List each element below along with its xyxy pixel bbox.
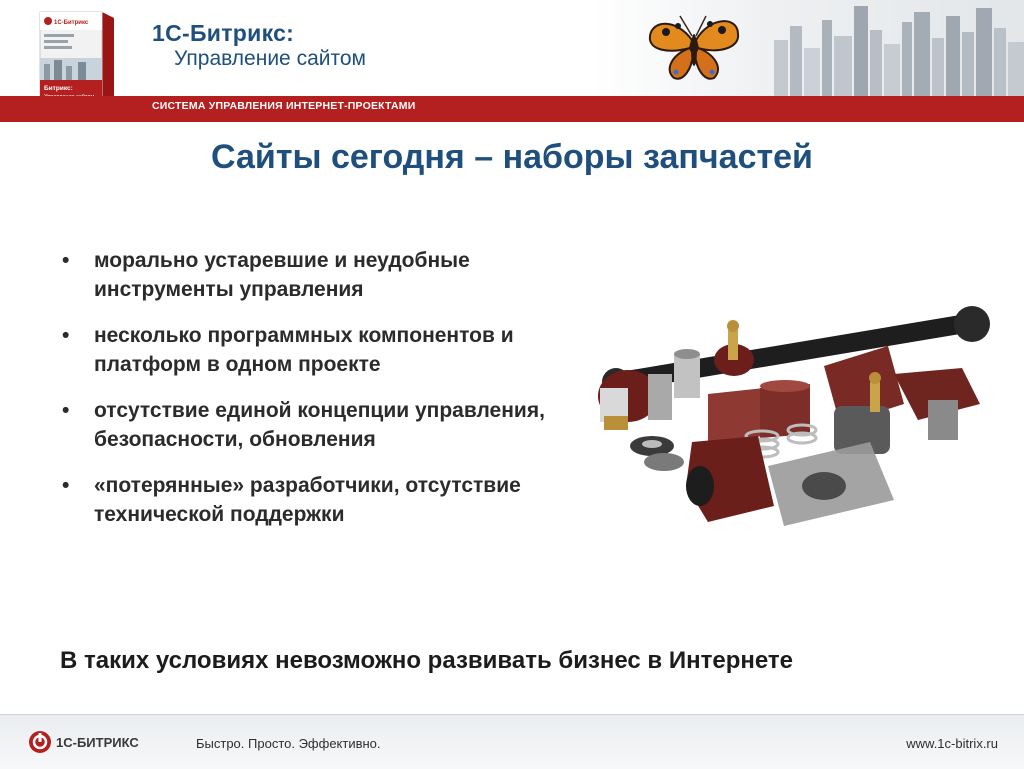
header — [0, 0, 1024, 96]
conclusion-text: В таких условиях невозможно развивать бизнес в Интернете — [60, 647, 793, 674]
brand-title: 1С-Битрикс: — [152, 20, 295, 46]
header-tagline: СИСТЕМА УПРАВЛЕНИЯ ИНТЕРНЕТ-ПРОЕКТАМИ — [152, 100, 416, 112]
bullet-text: «потерянные» разработчики, отсутствие технической поддержки — [94, 474, 521, 526]
bullet-icon: • — [62, 249, 70, 272]
footer — [0, 714, 1024, 769]
bullet-icon: • — [62, 474, 70, 497]
butterfly-image — [646, 10, 742, 86]
footer-website-link[interactable]: www.1c-bitrix.ru — [906, 736, 998, 751]
product-box-image — [34, 8, 118, 96]
bitrix-logo-icon — [28, 730, 52, 754]
bullet-item — [62, 246, 602, 304]
bullet-item — [62, 471, 602, 529]
footer-brand: 1С-БИТРИКС — [56, 735, 139, 750]
bullet-text: отсутствие единой концепции управления, безопасности, обновления — [94, 399, 545, 451]
bullet-text: несколько программных компонентов и платформ в одном проекте — [94, 324, 514, 376]
city-skyline-image — [768, 0, 1024, 96]
spare-parts-image — [588, 296, 1004, 540]
slide-title: Сайты сегодня – наборы запчастей — [211, 138, 813, 176]
box-title-line-1: Битрикс: — [44, 85, 73, 92]
bullet-text: морально устаревшие и неудобные инструменты управления — [94, 249, 470, 301]
bullet-list — [62, 246, 602, 546]
bullet-item — [62, 396, 602, 454]
footer-slogan: Быстро. Просто. Эффективно. — [196, 736, 381, 751]
bullet-item — [62, 321, 602, 379]
brand-subtitle: Управление сайтом — [174, 47, 366, 70]
bullet-icon: • — [62, 399, 70, 422]
box-brand: 1С-Битрикс — [54, 20, 89, 26]
bullet-icon: • — [62, 324, 70, 347]
